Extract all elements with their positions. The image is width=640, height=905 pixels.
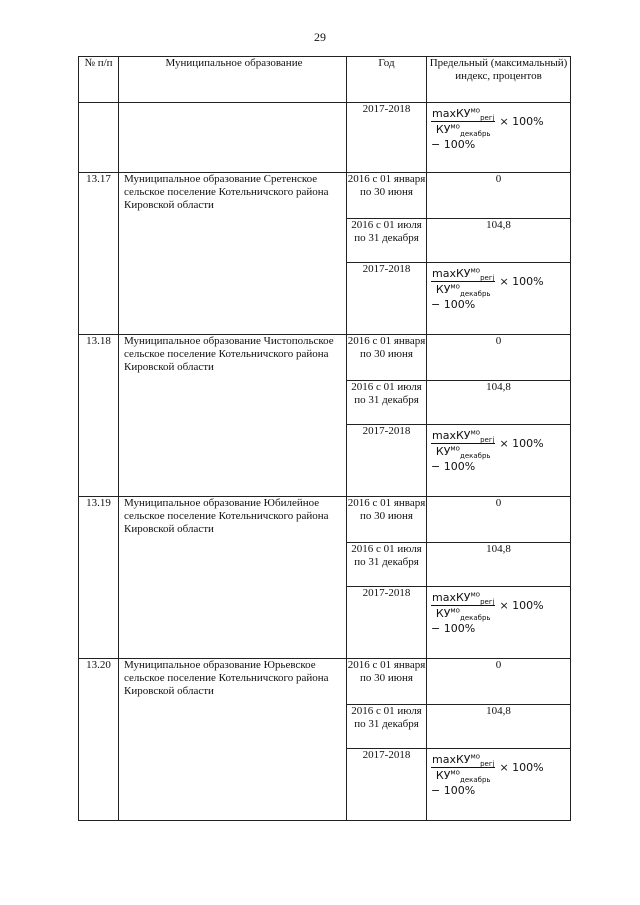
year-cell: 2017-2018 bbox=[347, 749, 427, 821]
index-value: 0 bbox=[427, 173, 571, 219]
year-cell: 2017-2018 bbox=[347, 425, 427, 497]
index-value: 104,8 bbox=[427, 705, 571, 749]
index-value: 104,8 bbox=[427, 219, 571, 263]
table-row-period-1 bbox=[79, 497, 571, 543]
index-value: 104,8 bbox=[427, 543, 571, 587]
year-cell: 2017-2018 bbox=[347, 263, 427, 335]
row-number: 13.17 bbox=[79, 173, 119, 335]
continued-row bbox=[79, 103, 571, 173]
header-num: № п/п bbox=[79, 57, 119, 103]
table-header-row bbox=[79, 57, 571, 103]
formula-cell bbox=[427, 425, 571, 497]
index-value: 0 bbox=[427, 335, 571, 381]
header-year: Год bbox=[347, 57, 427, 103]
row-number: 13.19 bbox=[79, 497, 119, 659]
year-cell: 2016 с 01 июля по 31 декабря bbox=[347, 381, 427, 425]
index-formula: $\frac{\max КУ^{мо}_{регj}}{КУ^{мо}_{декабрь}}$ × 100% − 100% bbox=[431, 266, 544, 311]
index-formula: $\frac{\max КУ^{мо}_{регj}}{КУ^{мо}_{декабрь}}$ × 100% − 100% bbox=[431, 428, 544, 473]
index-value: 0 bbox=[427, 497, 571, 543]
table-row-period-1 bbox=[79, 659, 571, 705]
year-cell: 2016 с 01 января по 30 июня bbox=[347, 497, 427, 543]
year-cell: 2017-2018 bbox=[347, 587, 427, 659]
index-formula: $\frac{\max КУ^{мо}_{регj}}{КУ^{мо}_{декабрь}}$ × 100% − 100% bbox=[431, 590, 544, 635]
index-formula: $\frac{\max КУ^{мо}_{регj}}{КУ^{мо}_{декабрь}}$ × 100% − 100% bbox=[431, 106, 544, 151]
municipality-name: Муниципальное образование Сретенское сельское поселение Котельничского района Кировской области bbox=[119, 173, 347, 335]
header-index: Предельный (максимальный) индекс, процентов bbox=[427, 57, 571, 103]
municipality-name: Муниципальное образование Чистопольское сельское поселение Котельничского района Кировской области bbox=[119, 335, 347, 497]
formula-cell bbox=[427, 587, 571, 659]
year-cell: 2017-2018 bbox=[347, 103, 427, 173]
year-cell: 2016 с 01 января по 30 июня bbox=[347, 659, 427, 705]
index-value: 0 bbox=[427, 659, 571, 705]
formula-cell bbox=[427, 103, 571, 173]
row-number: 13.18 bbox=[79, 335, 119, 497]
municipality-name: Муниципальное образование Юбилейное сельское поселение Котельничского района Кировской области bbox=[119, 497, 347, 659]
index-formula: $\frac{\max КУ^{мо}_{регj}}{КУ^{мо}_{декабрь}}$ × 100% − 100% bbox=[431, 752, 544, 797]
formula-cell bbox=[427, 749, 571, 821]
index-value: 104,8 bbox=[427, 381, 571, 425]
year-cell: 2016 с 01 июля по 31 декабря bbox=[347, 543, 427, 587]
header-municipality: Муниципальное образование bbox=[119, 57, 347, 103]
year-cell: 2016 с 01 января по 30 июня bbox=[347, 335, 427, 381]
municipality-name: Муниципальное образование Юрьевское сельское поселение Котельничского района Кировской области bbox=[119, 659, 347, 821]
formula-cell bbox=[427, 263, 571, 335]
page-number: 29 bbox=[314, 30, 326, 44]
year-cell: 2016 с 01 января по 30 июня bbox=[347, 173, 427, 219]
year-cell: 2016 с 01 июля по 31 декабря bbox=[347, 705, 427, 749]
year-cell: 2016 с 01 июля по 31 декабря bbox=[347, 219, 427, 263]
row-number: 13.20 bbox=[79, 659, 119, 821]
tariff-index-table bbox=[78, 56, 571, 821]
table-row-period-1 bbox=[79, 335, 571, 381]
table-row-period-1 bbox=[79, 173, 571, 219]
